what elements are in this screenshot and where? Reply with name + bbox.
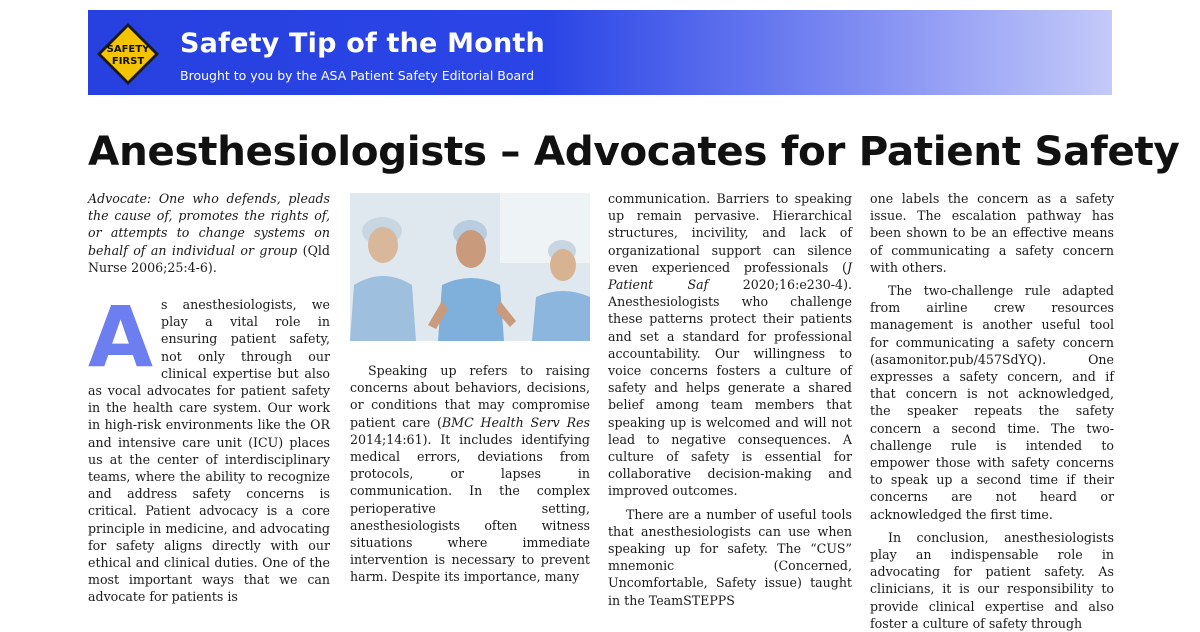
barriers-paragraph xyxy=(608,190,852,500)
advocate-definition xyxy=(88,190,330,276)
tools-paragraph: There are a number of useful tools that anesthesiologists can use when speaking up for safety. The “CUS” mnemonic (Concerned, Uncomfortable, Safety issue) taught in the TeamSTEPPS xyxy=(608,506,852,608)
article-column-2 xyxy=(350,362,590,586)
definition-text: Advocate: One who defends, pleads the cause of, promotes the rights of, or attempts to change systems on behalf of an individual or group xyxy=(88,191,330,258)
conclusion-paragraph: In conclusion, anesthesiologists play an indispensable role in advocating for patient safety. As clinicians, it is our responsibility to provide clinical expertise and also foster a culture of safety through xyxy=(870,529,1114,631)
article-column-3 xyxy=(608,190,852,609)
clinicians-photo xyxy=(350,193,590,341)
banner-subtitle: Brought to you by the ASA Patient Safety Editorial Board xyxy=(180,68,535,83)
speaking-up-paragraph xyxy=(350,362,590,586)
escalation-paragraph: one labels the concern as a safety issue. The escalation pathway has been shown to be an effective means of communicating a safety concern with others. xyxy=(870,191,1114,275)
two-challenge-paragraph: The two-challenge rule adapted from airline crew resources management is another useful tool for communicating a safety concern (asamonitor.pub/457SdYQ). One expresses a safety concern, and if that concern is not acknowledged, the speaker repeats the safety concern a second time. The two-challenge rule is intended to empower those with safety concerns to speak up a second time if their concerns are not heard or acknowledged the first time. xyxy=(870,283,1114,522)
badge-line2: FIRST xyxy=(111,56,145,67)
drop-cap: A xyxy=(88,288,154,387)
opening-paragraph-text: s anesthesiologists, we play a vital role in ensuring patient safety, not only through our clinical expertise but also as vocal advocates for patient safety in the health care system. Our work in high-risk environments like the OR and intensive care unit (ICU) places us at the center of interdisciplinary teams, where the ability to recognize and address safety concerns is critical. Patient advocacy is a core principle in medicine, and advocating for safety aligns directly with our ethical and clinical duties. One of the most important ways that we can advocate for patients is xyxy=(88,297,330,605)
definition-citation: (Qld Nurse 2006;25:4-6). xyxy=(88,242,330,275)
safety-tip-banner xyxy=(88,10,1112,95)
article-column-1 xyxy=(88,190,330,606)
speaking-up-text-a: Speaking up refers to raising concerns about behaviors, decisions, or conditions that may compromise patient care ( xyxy=(350,363,590,430)
banner-title: Safety Tip of the Month xyxy=(180,28,545,59)
opening-paragraph xyxy=(88,288,330,606)
speaking-up-citation-journal: BMC Health Serv Res xyxy=(441,414,590,430)
barriers-citation-journal: J Patient Saf xyxy=(608,259,852,293)
article-headline: Anesthesiologists – Advocates for Patient Safety xyxy=(88,127,1180,175)
barriers-text-a: communication. Barriers to speaking up remain pervasive. Hierarchical structures, incivility, and lack of organizational support can silence even experienced professionals ( xyxy=(608,191,852,275)
barriers-text-b: 2020;16:e230-4). Anesthesiologists who challenge these patterns protect their patients and set a standard for professional accountability. Our willingness to voice concerns fosters a culture of safety and helps generate a shared belief among team members that speaking up is welcomed and will not lead to negative consequences. A culture of safety is essential for collaborative decision-making and improved outcomes. xyxy=(608,277,852,499)
article-column-4 xyxy=(870,190,1114,632)
badge-line1: SAFETY xyxy=(106,44,150,55)
clinicians-illustration-icon xyxy=(350,193,590,341)
speaking-up-text-b: 2014;14:61). It includes identifying medical errors, deviations from protocols, or lapses in communication. In the complex perioperative setting, anesthesiologists often witness situations where immediate intervention is necessary to prevent harm. Despite its importance, many xyxy=(350,431,590,585)
safety-first-badge-icon xyxy=(96,22,160,86)
